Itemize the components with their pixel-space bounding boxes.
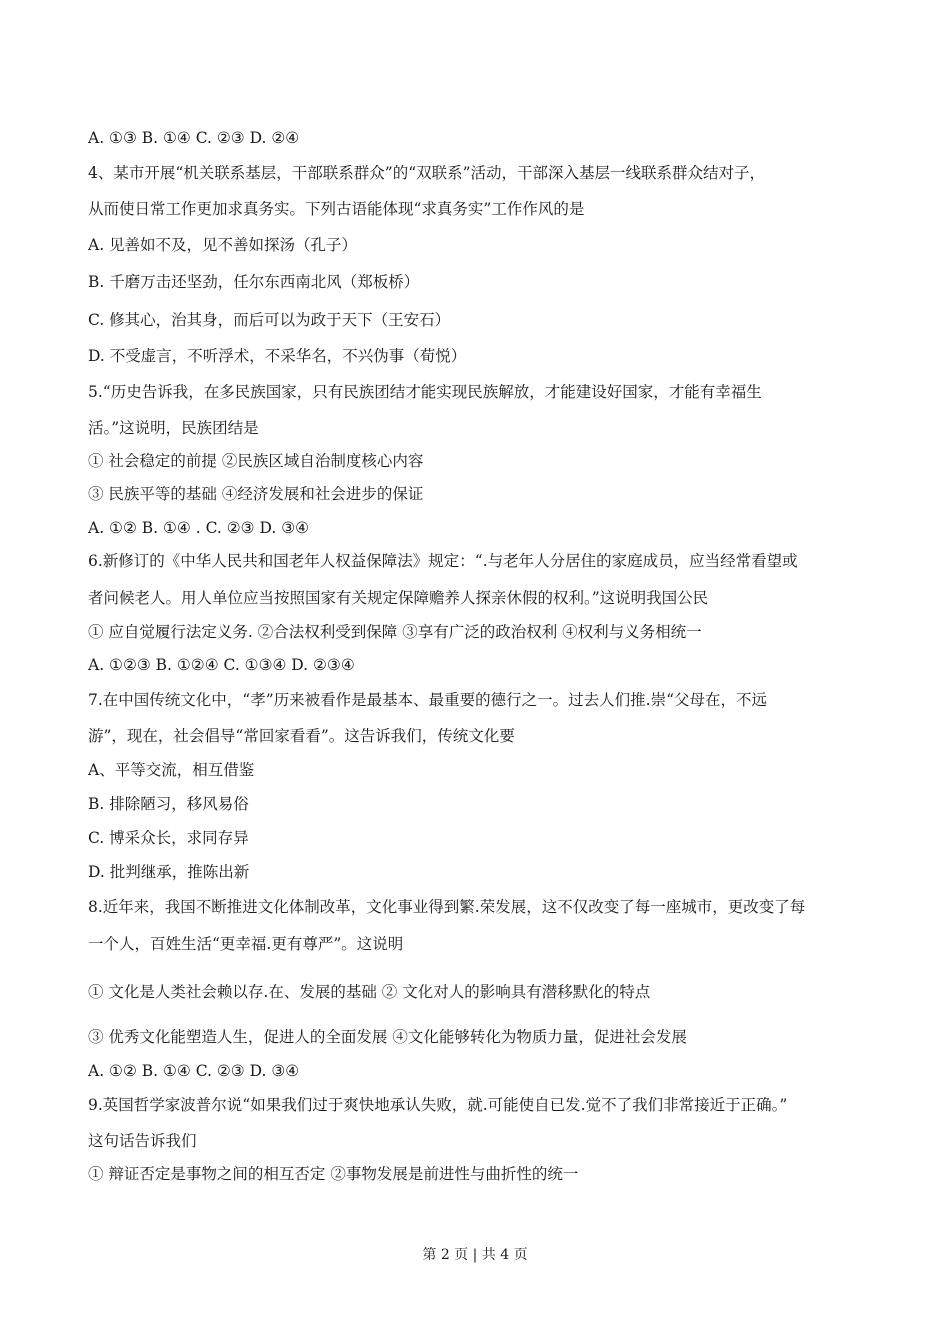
q4-option-a: A. 见善如不及，见不善如探汤（孔子） <box>88 236 358 254</box>
q6-stem-line-1: 6.新修订的《中华人民共和国老年人权益保障法》规定：“.与老年人分居住的家庭成员，应当经常看望或 <box>88 552 798 570</box>
q7-option-b: B. 排除陋习，移风易俗 <box>88 795 249 813</box>
q7-option-c: C. 博采众长，求同存异 <box>88 829 249 847</box>
q7-stem-line-1: 7.在中国传统文化中，“孝”历来被看作是最基本、最重要的德行之一。过去人们推.崇“父母在，不远 <box>88 691 767 709</box>
q9-statements: ① 辩证否定是事物之间的相互否定 ②事物发展是前进性与曲折性的统一 <box>88 1165 579 1183</box>
q4-option-c: C. 修其心，治其身，而后可以为政于天下（王安石） <box>88 311 451 329</box>
q6-statements: ① 应自觉履行法定义务. ②合法权利受到保障 ③享有广泛的政治权利 ④权利与义务相统一 <box>88 623 702 641</box>
q6-stem-line-2: 者问候老人。用人单位应当按照国家有关规定保障赡养人探亲休假的权利。”这说明我国公民 <box>88 589 709 607</box>
q8-statements-1: ① 文化是人类社会赖以存.在、发展的基础 ② 文化对人的影响具有潜移默化的特点 <box>88 983 651 1001</box>
q4-option-d: D. 不受虚言，不听浮术，不采华名，不兴伪事（荀悦） <box>88 347 467 365</box>
q5-statements-1: ① 社会稳定的前提 ②民族区域自治制度核心内容 <box>88 452 424 470</box>
q8-stem-line-2: 一个人，百姓生活“更幸福.更有尊严”。这说明 <box>88 935 404 953</box>
q5-options: A. ①② B. ①④ . C. ②③ D. ③④ <box>88 519 309 537</box>
q5-stem-line-1: 5.“历史告诉我，在多民族国家，只有民族团结才能实现民族解放，才能建设好国家，才能有幸福生 <box>88 383 762 401</box>
q8-options: A. ①② B. ①④ C. ②③ D. ③④ <box>88 1062 300 1080</box>
q7-option-a: A、平等交流，相互借鉴 <box>88 761 255 779</box>
q8-statements-2: ③ 优秀文化能塑造人生，促进人的全面发展 ④文化能够转化为物质力量，促进社会发展 <box>88 1028 687 1046</box>
q5-statements-2: ③ 民族平等的基础 ④经济发展和社会进步的保证 <box>88 485 424 503</box>
q4-stem-line-1: 4、某市开展“机关联系基层，干部联系群众”的“双联系”活动，干部深入基层一线联系群众结对子， <box>88 164 766 182</box>
page-footer: 第 2 页 | 共 4 页 <box>422 1247 528 1263</box>
q7-option-d: D. 批判继承，推陈出新 <box>88 863 250 881</box>
q6-options: A. ①②③ B. ①②④ C. ①③④ D. ②③④ <box>88 656 355 674</box>
q9-stem-line-1: 9.英国哲学家波普尔说“如果我们过于爽快地承认失败，就.可能使自已发.觉不了我们非常接近于正确。” <box>88 1096 788 1114</box>
q4-option-b: B. 千磨万击还坚劲，任尔东西南北风（郑板桥） <box>88 273 420 291</box>
q5-stem-line-2: 活。”这说明，民族团结是 <box>88 419 259 437</box>
q3-options: A. ①③ B. ①④ C. ②③ D. ②④ <box>88 129 300 147</box>
q7-stem-line-2: 游”，现在，社会倡导“常回家看看”。这告诉我们，传统文化要 <box>88 727 515 745</box>
q9-stem-line-2: 这句话告诉我们 <box>88 1132 197 1150</box>
q4-stem-line-2: 从而使日常工作更加求真务实。下列古语能体现“求真务实”工作作风的是 <box>88 200 585 218</box>
q8-stem-line-1: 8.近年来，我国不断推进文化体制改革，文化事业得到繁.荣发展，这不仅改变了每一座城市，更改变了每 <box>88 898 806 916</box>
